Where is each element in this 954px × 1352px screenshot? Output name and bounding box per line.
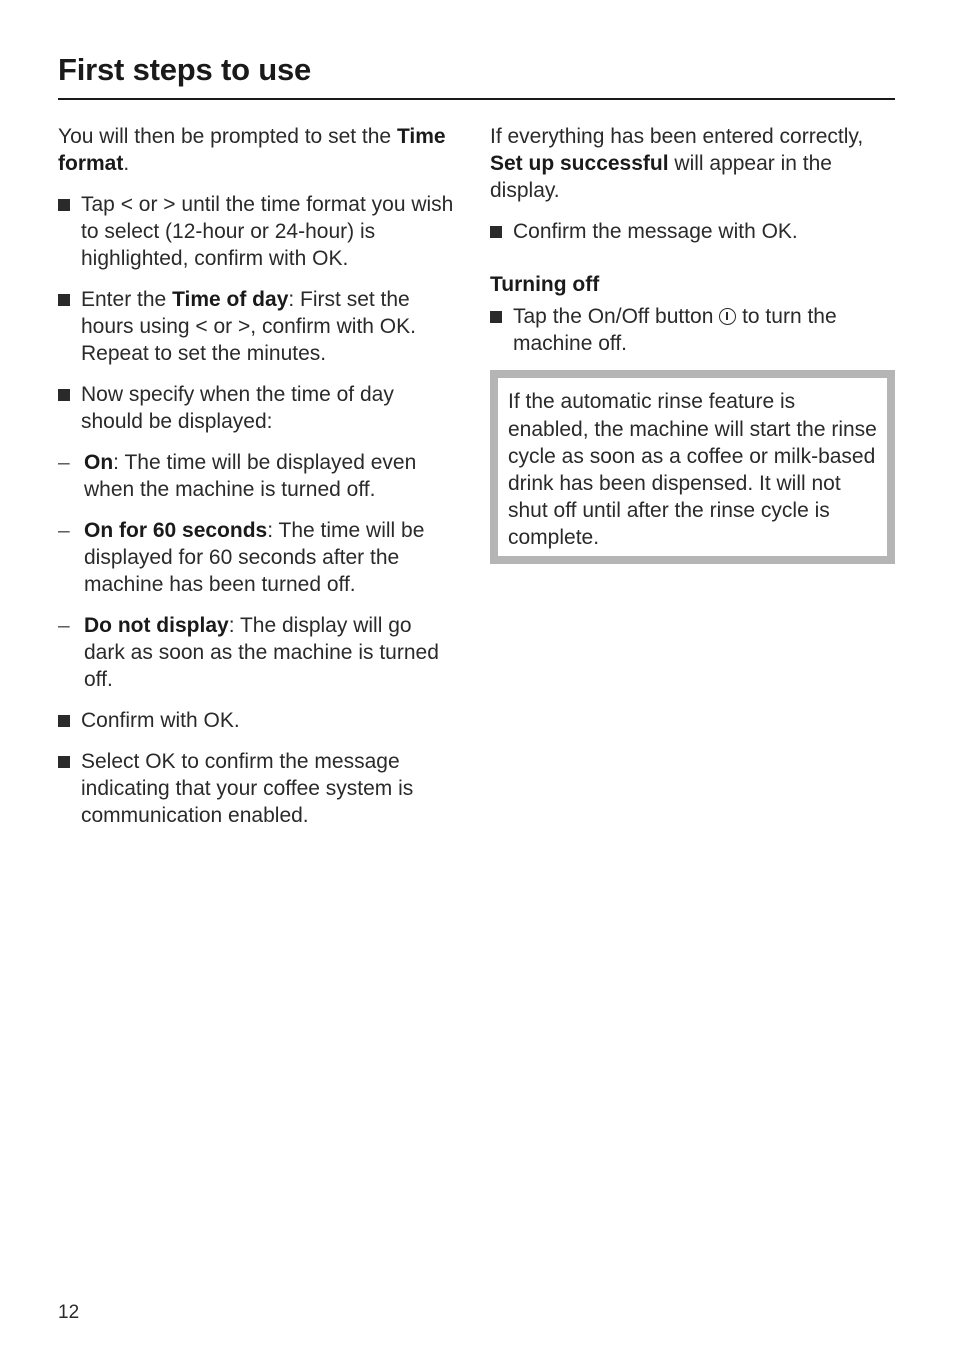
square-bullet-icon xyxy=(58,748,70,775)
square-bullet-icon xyxy=(58,286,70,313)
step-text: Enter the xyxy=(81,288,173,312)
time-of-day-term: Time of day xyxy=(172,288,289,312)
step-text: to turn the machine off. xyxy=(513,304,837,355)
dash-marker: – xyxy=(58,614,70,638)
page-number: 12 xyxy=(58,1302,80,1323)
option-on xyxy=(58,449,458,503)
square-bullet-icon xyxy=(490,218,502,245)
instruction-step-confirm xyxy=(58,707,458,734)
option-text: : The time will be displayed even when the machine is turned off. xyxy=(84,451,417,502)
step-text: Select OK to confirm the message indicating that your coffee system is communication enabled. xyxy=(81,749,414,828)
instruction-step-communication xyxy=(58,748,458,830)
option-text: : The time will be displayed for 60 seconds after the machine has been turned off. xyxy=(84,518,425,597)
title-divider xyxy=(58,98,895,100)
intro-text: You will then be prompted to set the xyxy=(58,125,397,148)
step-text: Tap the On/Off button xyxy=(513,304,720,328)
square-bullet-icon xyxy=(58,707,70,734)
square-bullet-icon xyxy=(58,381,70,408)
step-text: Tap < or > until the time format you wish to select (12-hour or 24-hour) is highlighted, confirm with OK. xyxy=(81,192,454,271)
instruction-step-turn-off xyxy=(490,303,895,357)
left-column xyxy=(58,123,458,843)
setup-success-paragraph xyxy=(490,123,895,205)
step-text: Confirm with OK. xyxy=(81,709,240,733)
right-column xyxy=(490,123,895,564)
intro-text: will appear in the display. xyxy=(490,152,832,203)
rinse-note-box xyxy=(490,370,895,563)
section-heading-turning-off: Turning off xyxy=(490,273,600,297)
instruction-step-tap-format xyxy=(58,191,458,273)
dash-marker: – xyxy=(58,451,70,475)
square-bullet-icon xyxy=(58,191,70,218)
power-button-icon xyxy=(719,308,736,325)
instruction-step-display-time xyxy=(58,381,458,435)
instruction-step-time-of-day xyxy=(58,286,458,368)
set-up-successful-term: Set up successful xyxy=(490,152,669,176)
step-text: Now specify when the time of day should be displayed: xyxy=(81,383,394,434)
option-term: Do not display xyxy=(84,614,229,638)
page-title: First steps to use xyxy=(58,52,312,87)
option-term: On xyxy=(84,451,114,475)
instruction-step-confirm-message xyxy=(490,218,895,245)
intro-paragraph xyxy=(58,123,458,177)
intro-text: If everything has been entered correctly, xyxy=(490,125,864,148)
step-text: : First set the hours using < or >, confirm with OK. Repeat to set the minutes. xyxy=(81,288,416,366)
dash-marker: – xyxy=(58,518,70,542)
rinse-note-text: If the automatic rinse feature is enabled, the machine will start the rinse cycle as soon as a coffee or milk-based drink has been dispensed. It will not shut off until after the rinse cycle is complete. xyxy=(508,390,877,550)
option-text: : The display will go dark as soon as the machine is turned off. xyxy=(84,614,439,692)
option-on-60-seconds xyxy=(58,517,458,599)
time-format-term: Time format xyxy=(58,125,446,176)
step-text: Confirm the message with OK. xyxy=(513,220,798,244)
option-term: On for 60 seconds xyxy=(84,518,268,542)
intro-period: . xyxy=(123,152,130,176)
square-bullet-icon xyxy=(490,303,502,330)
option-do-not-display xyxy=(58,612,458,694)
